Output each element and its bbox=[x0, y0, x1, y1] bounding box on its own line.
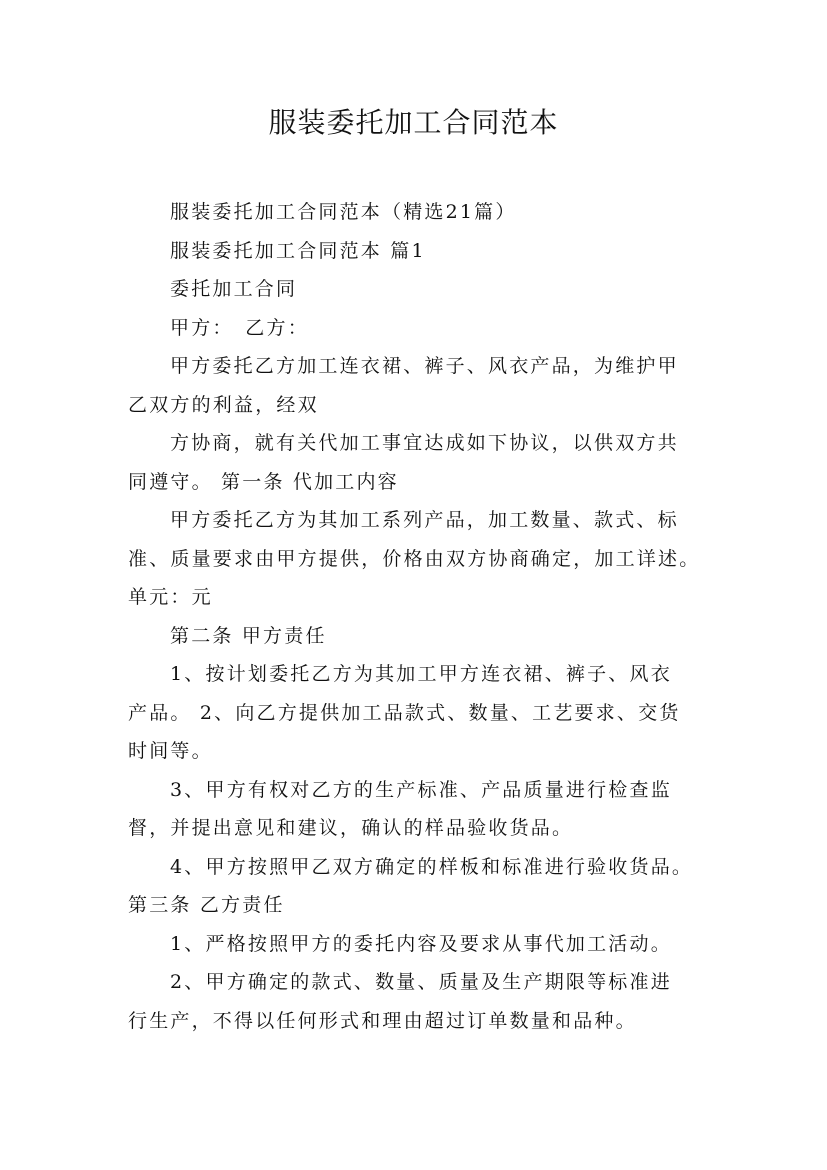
paragraph-line: 乙双方的利益，经双 bbox=[128, 393, 319, 416]
paragraph-line: 甲方： 乙方： bbox=[170, 316, 309, 339]
paragraph-line: 单元：元 bbox=[128, 586, 213, 608]
paragraph-line: 督，并提出意见和建议，确认的样品验收货品。 bbox=[128, 817, 574, 839]
document-body bbox=[128, 193, 716, 1040]
paragraph-line: 第二条 甲方责任 bbox=[170, 624, 327, 647]
paragraph-line: 产品。 2、向乙方提供加工品款式、数量、工艺要求、交货 bbox=[128, 701, 681, 724]
paragraph-line: 第三条 乙方责任 bbox=[128, 894, 285, 916]
paragraph-line: 委托加工合同 bbox=[170, 278, 298, 300]
paragraph-line: 时间等。 bbox=[128, 740, 213, 762]
paragraph-line: 甲方委托乙方为其加工系列产品，加工数量、款式、标 bbox=[170, 509, 679, 531]
paragraph-line: 同遵守。 第一条 代加工内容 bbox=[128, 470, 399, 493]
paragraph-line: 4、甲方按照甲乙双方确定的样板和标准进行验收货品。 bbox=[170, 855, 694, 878]
paragraph-line: 方协商，就有关代加工事宜达成如下协议，以供双方共 bbox=[170, 432, 679, 454]
document-title: 服装委托加工合同范本 bbox=[268, 106, 559, 139]
paragraph-line: 准、质量要求由甲方提供，价格由双方协商确定，加工详述。 bbox=[128, 547, 701, 570]
paragraph-line: 3、甲方有权对乙方的生产标准、产品质量进行检查监 bbox=[170, 778, 672, 801]
paragraph-line: 1、按计划委托乙方为其加工甲方连衣裙、裤子、风衣 bbox=[170, 663, 672, 685]
paragraph-line: 服装委托加工合同范本 篇1 bbox=[170, 239, 426, 262]
paragraph-line: 服装委托加工合同范本（精选21篇） bbox=[170, 201, 517, 223]
paragraph-line: 2、甲方确定的款式、数量、质量及生产期限等标准进 bbox=[170, 971, 672, 993]
paragraph-line: 1、严格按照甲方的委托内容及要求从事代加工活动。 bbox=[170, 932, 672, 955]
paragraph-line: 行生产，不得以任何形式和理由超过订单数量和品种。 bbox=[128, 1009, 637, 1032]
paragraph-line: 甲方委托乙方加工连衣裙、裤子、风衣产品，为维护甲 bbox=[170, 355, 679, 377]
